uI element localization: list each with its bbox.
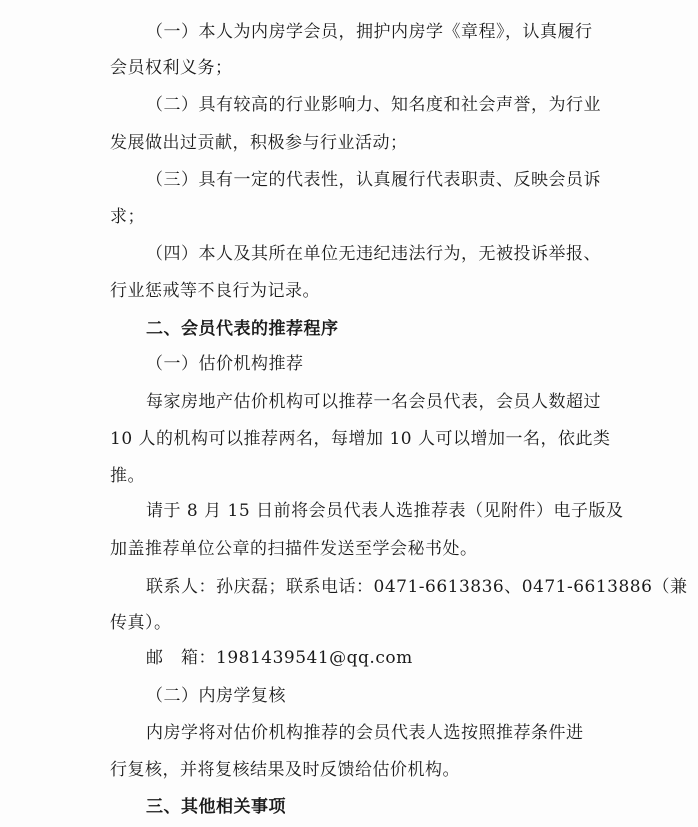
condition-3-line-2: 求； (110, 207, 145, 227)
condition-2-line-2: 发展做出过贡献，积极参与行业活动； (110, 133, 408, 153)
recommend-rule-line-3: 推。 (110, 466, 145, 486)
condition-3-line-1: （三）具有一定的代表性，认真履行代表职责、反映会员诉 (146, 170, 601, 190)
recommend-rule-line-1: 每家房地产估价机构可以推荐一名会员代表，会员人数超过 (146, 392, 601, 412)
contact-line-2: 传真）。 (110, 613, 172, 633)
condition-1-line-1: （一）本人为内房学会员，拥护内房学《章程》，认真履行 (146, 22, 593, 42)
section-3-heading: 三、其他相关事项 (146, 797, 286, 817)
contact-line-1: 联系人：孙庆磊；联系电话：0471-6613836、0471-6613886（兼 (146, 577, 688, 597)
condition-2-line-1: （二）具有较高的行业影响力、知名度和社会声誉，为行业 (146, 95, 601, 115)
submission-line-2: 加盖推荐单位公章的扫描件发送至学会秘书处。 (110, 539, 478, 559)
condition-4-line-2: 行业惩戒等不良行为记录。 (110, 281, 320, 301)
review-line-1: 内房学将对估价机构推荐的会员代表人选按照推荐条件进 (146, 723, 584, 743)
recommend-rule-line-2: 10 人的机构可以推荐两名，每增加 10 人可以增加一名，依此类 (110, 429, 611, 449)
review-line-2: 行复核，并将复核结果及时反馈给估价机构。 (110, 760, 460, 780)
condition-4-line-1: （四）本人及其所在单位无违纪违法行为，无被投诉举报、 (146, 244, 601, 264)
subsection-1-heading: （一）估价机构推荐 (146, 354, 304, 374)
condition-1-line-2: 会员权利义务； (110, 58, 233, 78)
section-2-heading: 二、会员代表的推荐程序 (146, 319, 339, 339)
email-line: 邮 箱：1981439541@qq.com (146, 648, 413, 668)
subsection-2-heading: （二）内房学复核 (146, 686, 286, 706)
submission-line-1: 请于 8 月 15 日前将会员代表人选推荐表（见附件）电子版及 (146, 501, 624, 521)
